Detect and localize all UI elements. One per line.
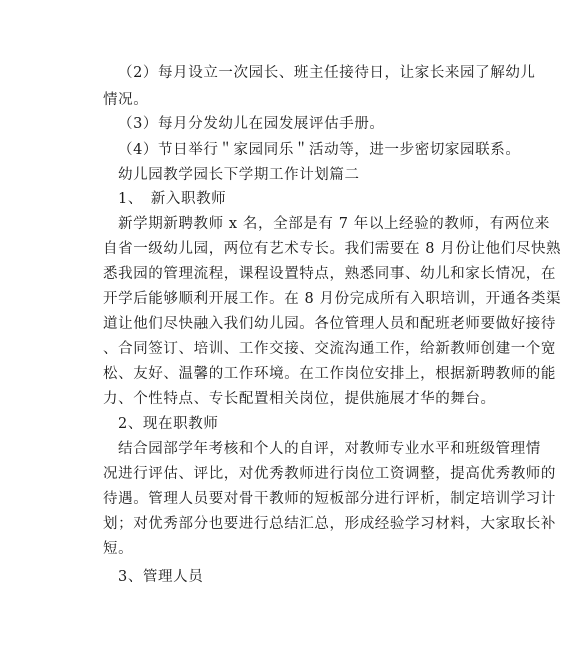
paragraph-line: 情况。	[103, 92, 149, 108]
paragraph-line: （2）每月设立一次园长、班主任接待日，让家长来园了解幼儿	[118, 65, 536, 81]
paragraph-line: 松、友好、温馨的工作环境。在工作岗位安排上，根据新聘教师的能	[103, 366, 556, 382]
paragraph-line: 开学后能够顺利开展工作。在 8 月份完成所有入职培训，开通各类渠	[103, 291, 561, 307]
paragraph-line: 自省一级幼儿园，两位有艺术专长。我们需要在 8 月份让他们尽快熟	[103, 241, 561, 257]
subsection-heading: 3、管理人员	[118, 569, 204, 585]
paragraph-line: 悉我园的管理流程，课程设置特点，熟悉同事、幼儿和家长情况，在	[103, 266, 556, 282]
paragraph-line: 划；对优秀部分也要进行总结汇总，形成经验学习材料，大家取长补	[103, 516, 556, 532]
paragraph-line: （3）每月分发幼儿在园发展评估手册。	[118, 116, 385, 132]
paragraph-line: 道让他们尽快融入我们幼儿园。各位管理人员和配班老师要做好接待	[103, 316, 556, 332]
subsection-heading: 1、 新入职教师	[118, 191, 227, 207]
subsection-heading: 2、现在职教师	[118, 416, 219, 432]
paragraph-line: 结合园部学年考核和个人的自评，对教师专业水平和班级管理情	[118, 441, 541, 457]
paragraph-line: 短。	[103, 541, 134, 557]
paragraph-line: 况进行评估、评比，对优秀教师进行岗位工资调整，提高优秀教师的	[103, 466, 556, 482]
paragraph-line: （4）节日举行＂家园同乐＂活动等，进一步密切家园联系。	[118, 142, 521, 158]
paragraph-line: 力、个性特点、专长配置相关岗位，提供施展才华的舞台。	[103, 391, 496, 407]
paragraph-line: 待遇。管理人员要对骨干教师的短板部分进行评析，制定培训学习计	[103, 491, 556, 507]
section-title: 幼儿园教学园长下学期工作计划篇二	[118, 167, 360, 183]
paragraph-line: 、合同签订、培训、工作交接、交流沟通工作，给新教师创建一个宽	[103, 341, 556, 357]
paragraph-line: 新学期新聘教师 x 名，全部是有 7 年以上经验的教师，有两位来	[118, 216, 551, 232]
